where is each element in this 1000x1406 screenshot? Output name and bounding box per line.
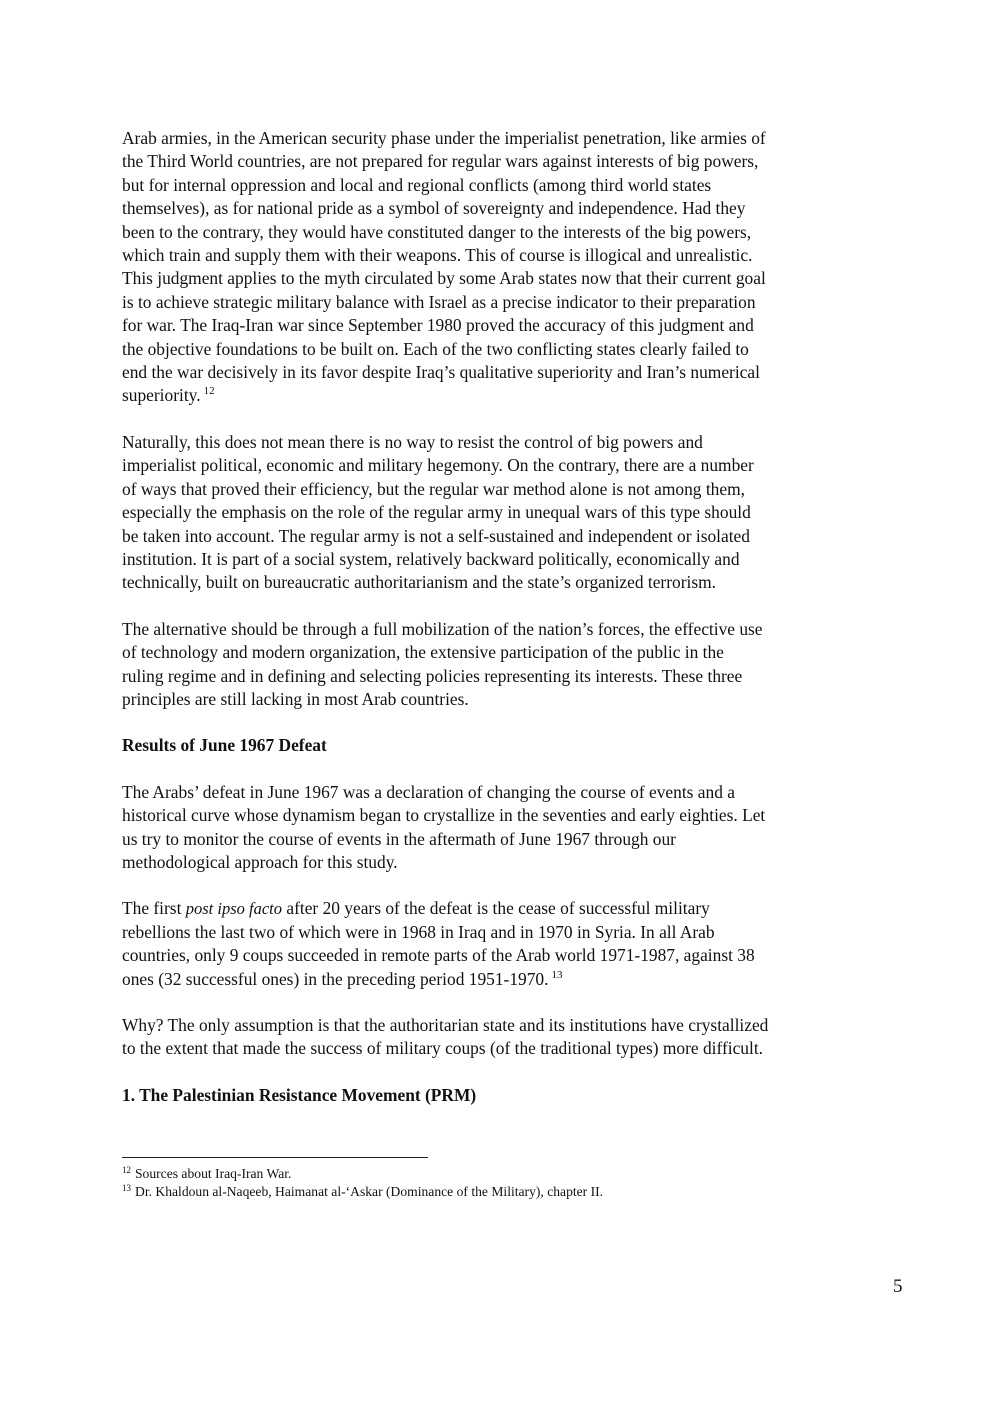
text-line: historical curve whose dynamism began to crystallize in the seventies and early eighties. Let bbox=[122, 805, 766, 826]
text-line: which train and supply them with their weapons. This of course is illogical and unrealistic. bbox=[122, 245, 753, 266]
text-line: themselves), as for national pride as a symbol of sovereignty and independence. Had they bbox=[122, 198, 746, 219]
text-line: been to the contrary, they would have constituted danger to the interests of the big powers, bbox=[122, 221, 752, 242]
text-line: especially the emphasis on the role of the regular army in unequal wars of this type should bbox=[122, 502, 751, 523]
text-line: but for internal oppression and local and regional conflicts (among third world states bbox=[122, 174, 712, 195]
text-line: methodological approach for this study. bbox=[122, 851, 398, 872]
text-line: countries, only 9 coups succeeded in remote parts of the Arab world 1971-1987, against 38 bbox=[122, 945, 755, 966]
footnote-number: 13 bbox=[122, 1183, 131, 1193]
paragraph-3 bbox=[122, 618, 882, 712]
paragraph-6 bbox=[122, 1014, 882, 1061]
body-text bbox=[122, 127, 882, 1130]
page-number: 5 bbox=[893, 1276, 903, 1297]
section-heading: Results of June 1967 Defeat bbox=[122, 735, 327, 756]
text-line: rebellions the last two of which were in 1968 in Iraq and in 1970 in Syria. In all Arab bbox=[122, 921, 715, 942]
text-line: The alternative should be through a full mobilization of the nation’s forces, the effective use bbox=[122, 618, 763, 639]
text-line: to the extent that made the success of military coups (of the traditional types) more difficult. bbox=[122, 1038, 764, 1059]
footnote-text: Dr. Khaldoun al-Naqeeb, Haimanat al-‘Askar (Dominance of the Military), chapter II. bbox=[135, 1184, 604, 1199]
footnote-ref-12: 12 bbox=[203, 385, 215, 398]
paragraph-5 bbox=[122, 897, 882, 991]
text-line bbox=[122, 968, 882, 991]
italic-phrase: post ipso facto bbox=[185, 899, 283, 919]
text-line: the Third World countries, are not prepared for regular wars against interests of big powers, bbox=[122, 151, 759, 172]
paragraph-1 bbox=[122, 127, 882, 408]
footnote-13 bbox=[122, 1183, 882, 1201]
text-line: principles are still lacking in most Arab countries. bbox=[122, 688, 469, 709]
text-line: end the war decisively in its favor despite Iraq’s qualitative superiority and Iran’s numerical bbox=[122, 362, 760, 383]
text-line: for war. The Iraq-Iran war since September 1980 proved the accuracy of this judgment and bbox=[122, 315, 754, 336]
footnote-number: 12 bbox=[122, 1165, 131, 1175]
text-line: Why? The only assumption is that the authoritarian state and its institutions have crystallized bbox=[122, 1015, 769, 1035]
text-line: be taken into account. The regular army is not a self-sustained and independent or isolated bbox=[122, 525, 750, 546]
text-line: of ways that proved their efficiency, but the regular war method alone is not among them, bbox=[122, 478, 745, 499]
footnotes bbox=[122, 1165, 882, 1201]
text-line: of technology and modern organization, the extensive participation of the public in the bbox=[122, 642, 724, 663]
paragraph-2 bbox=[122, 431, 882, 595]
text-fragment: The first bbox=[122, 898, 186, 919]
text-line: Naturally, this does not mean there is no way to resist the control of big powers and bbox=[122, 431, 703, 452]
text-fragment: after 20 years of the defeat is the cease of successful military bbox=[282, 898, 710, 919]
text-line bbox=[122, 384, 882, 407]
text-line: The Arabs’ defeat in June 1967 was a declaration of changing the course of events and a bbox=[122, 781, 735, 802]
text-line: institution. It is part of a social system, relatively backward politically, economically and bbox=[122, 548, 740, 569]
footnote-ref-13: 13 bbox=[551, 968, 563, 981]
text-line: imperialist political, economic and military hegemony. On the contrary, there are a number bbox=[122, 455, 754, 476]
footnote-text: Sources about Iraq-Iran War. bbox=[135, 1166, 292, 1181]
text-line: us try to monitor the course of events in the aftermath of June 1967 through our bbox=[122, 828, 676, 849]
text-line: technically, built on bureaucratic authoritarianism and the state’s organized terrorism. bbox=[122, 572, 716, 593]
paragraph-4 bbox=[122, 781, 882, 875]
text-line: is to achieve strategic military balance with Israel as a precise indicator to their preparation bbox=[122, 291, 756, 312]
footnote-12 bbox=[122, 1165, 882, 1183]
text-fragment: superiority. bbox=[122, 385, 201, 406]
footnote-separator bbox=[122, 1157, 428, 1158]
text-line: Arab armies, in the American security phase under the imperialist penetration, like armies of bbox=[122, 128, 766, 148]
text-line: the objective foundations to be built on. Each of the two conflicting states clearly failed to bbox=[122, 338, 749, 359]
section-heading: 1. The Palestinian Resistance Movement (PRM) bbox=[122, 1084, 477, 1105]
text-line bbox=[122, 897, 882, 920]
text-line: ruling regime and in defining and selecting policies representing its interests. These three bbox=[122, 665, 743, 686]
text-line: This judgment applies to the myth circulated by some Arab states now that their current goal bbox=[122, 268, 766, 289]
text-fragment: ones (32 successful ones) in the preceding period 1951-1970. bbox=[122, 968, 549, 989]
